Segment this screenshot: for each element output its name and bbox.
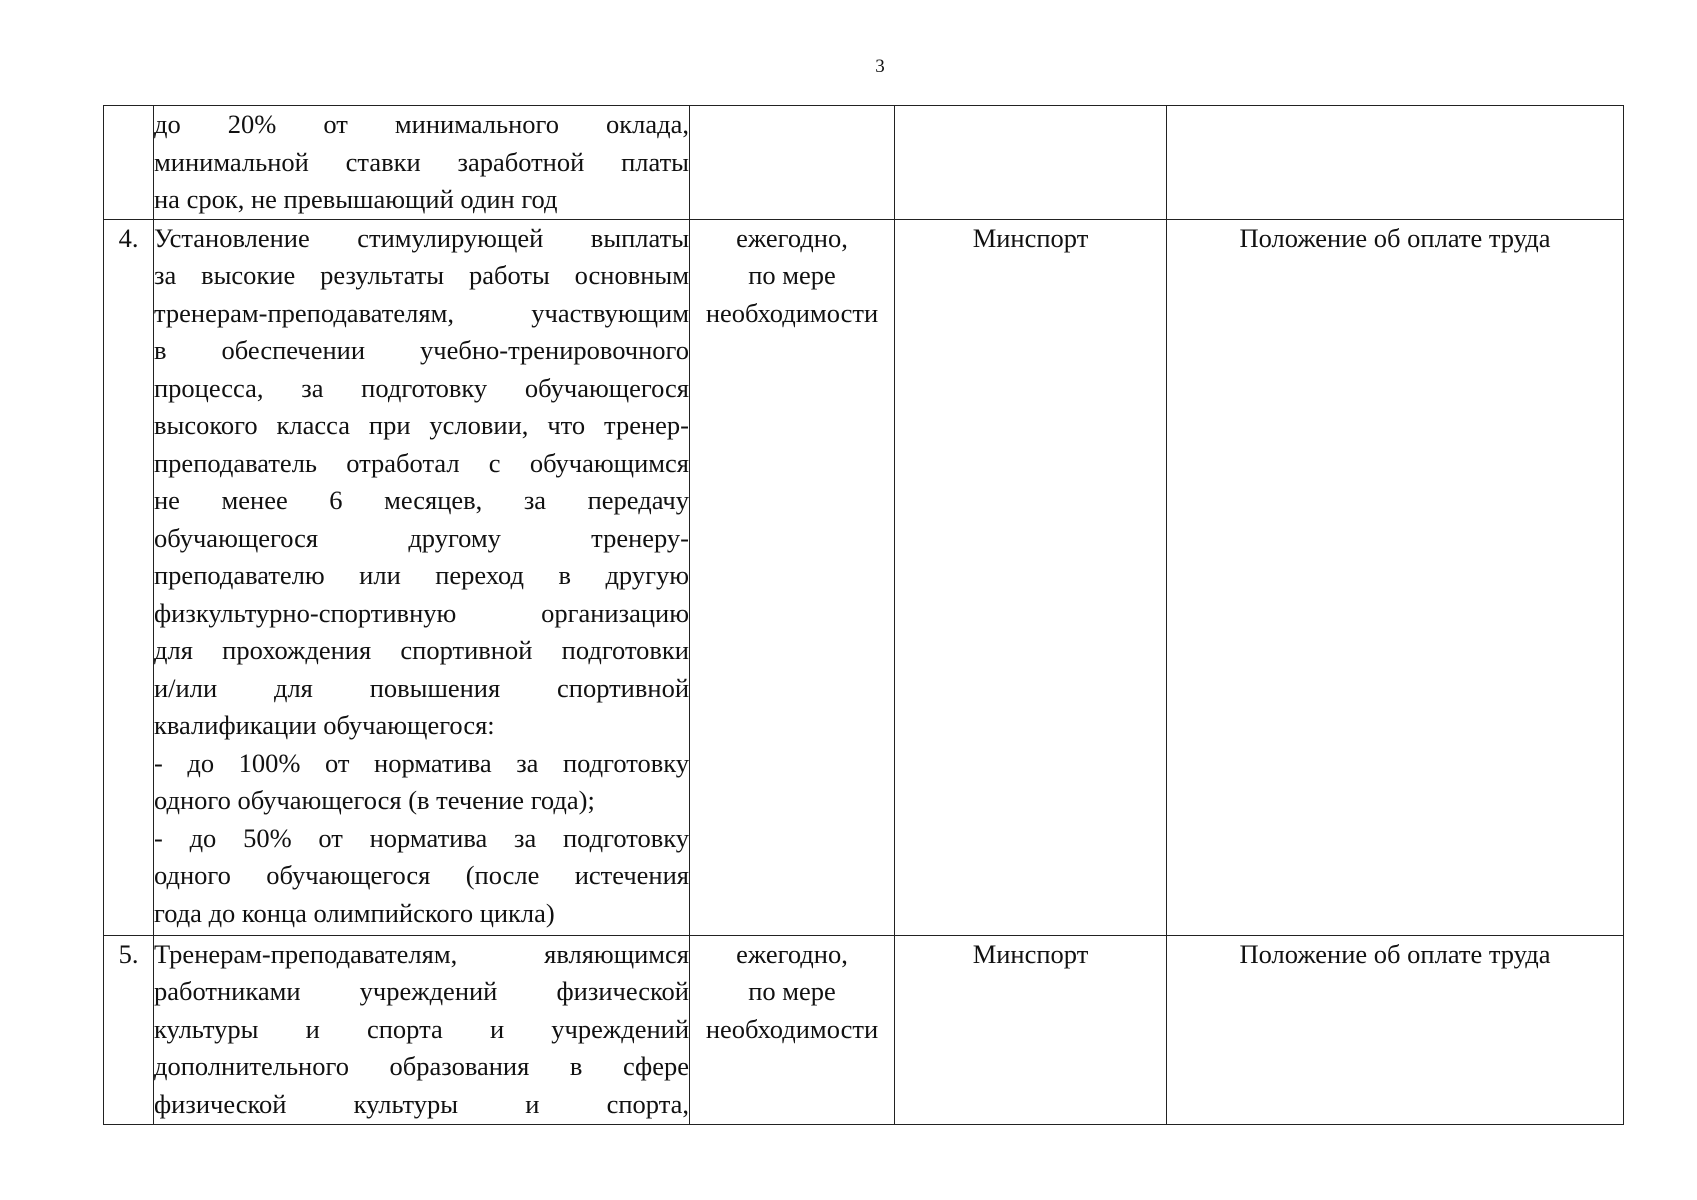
text-line: тренерам-преподавателям, участвующим xyxy=(154,297,689,328)
text-line: дополнительного образования в сфере xyxy=(154,1051,689,1081)
text-line: физической культуры и спорта, xyxy=(154,1088,689,1119)
measure-description xyxy=(154,935,690,1124)
measures-table xyxy=(103,105,1624,1125)
term-line: по мере xyxy=(748,260,836,290)
text-line: на срок, не превышающий один год xyxy=(154,184,558,214)
regulating-document xyxy=(1167,106,1624,220)
text-line: культуры и спорта и учреждений xyxy=(154,1013,689,1044)
text-line: в обеспечении учебно-тренировочного xyxy=(154,335,689,365)
term-line: необходимости xyxy=(705,297,879,328)
regulating-document: Положение об оплате труда xyxy=(1167,935,1624,1124)
text-line: одного обучающегося (после истечения xyxy=(154,860,689,890)
text-line: не менее 6 месяцев, за передачу xyxy=(154,485,689,515)
execution-term xyxy=(690,935,895,1124)
execution-term xyxy=(690,106,895,220)
text-line: за высокие результаты работы основным xyxy=(154,260,689,290)
regulating-document: Положение об оплате труда xyxy=(1167,219,1624,935)
text-line: Установление стимулирующей выплаты xyxy=(154,222,689,253)
measure-description xyxy=(154,106,690,220)
text-line: для прохождения спортивной подготовки xyxy=(154,635,689,665)
text-line: высокого класса при условии, что тренер- xyxy=(154,410,689,440)
text-line: процесса, за подготовку обучающегося xyxy=(154,372,689,403)
text-line: одного обучающегося (в течение года); xyxy=(154,785,595,815)
page-number: 3 xyxy=(875,56,885,77)
text-line: физкультурно-спортивную организацию xyxy=(154,597,689,628)
row-number xyxy=(104,106,154,220)
table-row xyxy=(104,219,1624,935)
row-number: 4. xyxy=(104,219,154,935)
text-line: обучающегося другому тренеру- xyxy=(154,522,689,553)
measure-description xyxy=(154,219,690,935)
table-row xyxy=(104,935,1624,1124)
table-row xyxy=(104,106,1624,220)
execution-term xyxy=(690,219,895,935)
text-line: квалификации обучающегося: xyxy=(154,710,495,740)
term-line: необходимости xyxy=(705,1013,879,1044)
text-line: - до 50% от норматива за подготовку xyxy=(154,822,689,853)
responsible-body xyxy=(895,106,1167,220)
term-line: ежегодно, xyxy=(736,222,848,253)
term-line: ежегодно, xyxy=(736,938,848,969)
text-line: преподавателю или переход в другую xyxy=(154,560,689,590)
text-line: минимальной ставки заработной платы xyxy=(154,146,689,177)
responsible-body: Минспорт xyxy=(895,935,1167,1124)
text-line: работниками учреждений физической xyxy=(154,976,689,1006)
term-line: по мере xyxy=(748,976,836,1006)
text-line: Тренерам-преподавателям, являющимся xyxy=(154,938,689,969)
text-line: преподаватель отработал с обучающимся xyxy=(154,447,689,478)
text-line: до 20% от минимального оклада, xyxy=(154,109,689,139)
responsible-body: Минспорт xyxy=(895,219,1167,935)
text-line: года до конца олимпийского цикла) xyxy=(154,897,555,928)
row-number: 5. xyxy=(104,935,154,1124)
text-line: - до 100% от норматива за подготовку xyxy=(154,747,689,778)
text-line: и/или для повышения спортивной xyxy=(154,672,689,703)
